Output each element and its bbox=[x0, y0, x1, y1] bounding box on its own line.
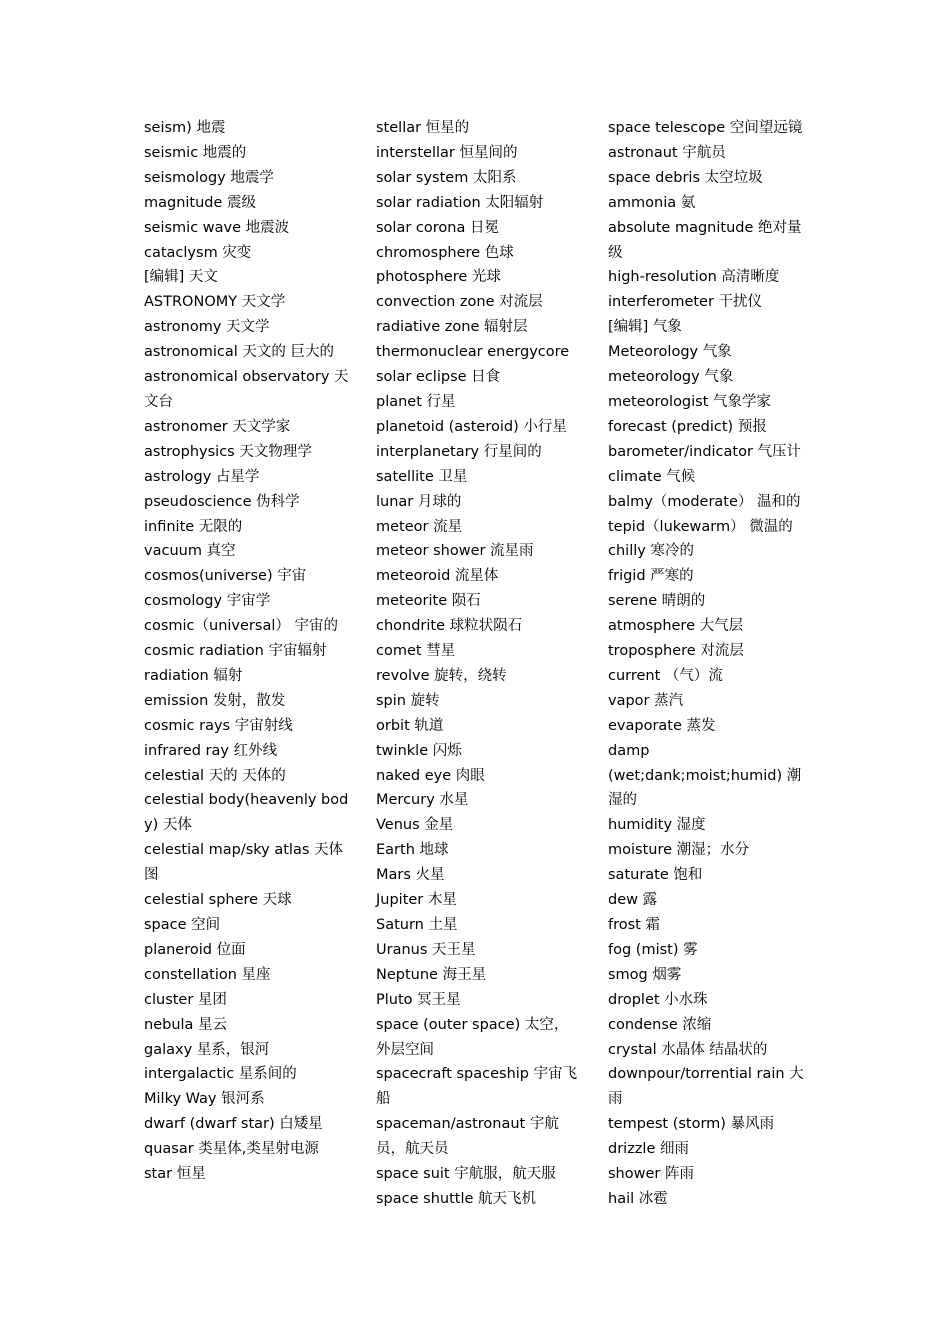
vocab-entry: celestial body(heavenly body) 天体 bbox=[144, 792, 349, 834]
vocab-entry: quasar 类星体,类星射电源 bbox=[144, 1141, 319, 1158]
vocab-entry: celestial 天的 天体的 bbox=[144, 767, 286, 784]
vocab-entry: astrophysics 天文物理学 bbox=[144, 443, 312, 460]
vocab-entry: infrared ray 红外线 bbox=[144, 742, 278, 759]
vocab-entry: nebula 星云 bbox=[144, 1016, 228, 1033]
vocab-entry: astronaut 宇航员 bbox=[608, 144, 726, 161]
vocab-entry: cosmos(universe) 宇宙 bbox=[144, 568, 307, 585]
vocab-entry: orbit 轨道 bbox=[376, 717, 444, 734]
vocab-entry: meteorologist 气象学家 bbox=[608, 393, 772, 410]
vocab-entry: Meteorology 气象 bbox=[608, 344, 732, 361]
vocab-entry: spacecraft spaceship 宇宙飞船 bbox=[376, 1066, 578, 1108]
vocab-entry: drizzle 细雨 bbox=[608, 1141, 689, 1158]
vocab-entry: spin 旋转 bbox=[376, 692, 440, 709]
vocab-entry: radiation 辐射 bbox=[144, 667, 243, 684]
vocab-entry: planeroid 位面 bbox=[144, 941, 246, 958]
vocab-entry: cosmic（universal） 宇宙的 bbox=[144, 618, 338, 635]
vocab-entry: seismic wave 地震波 bbox=[144, 219, 290, 236]
vocab-entry: saturate 饱和 bbox=[608, 867, 703, 884]
vocab-entry: celestial sphere 天球 bbox=[144, 892, 292, 909]
vocab-entry: frost 霜 bbox=[608, 917, 660, 933]
vocab-entry: vacuum 真空 bbox=[144, 543, 236, 560]
vocab-entry: tepid（lukewarm） 微温的 bbox=[608, 518, 793, 535]
vocab-entry: space shuttle 航天飞机 bbox=[376, 1190, 537, 1207]
vocab-entry: planet 行星 bbox=[376, 393, 456, 410]
vocab-entry: troposphere 对流层 bbox=[608, 643, 744, 660]
vocab-entry: pseudoscience 伪科学 bbox=[144, 493, 300, 510]
vocab-entry: [编辑] 气象 bbox=[608, 319, 682, 336]
vocab-entry: Neptune 海王星 bbox=[376, 966, 487, 983]
vocab-entry: downpour/torrential rain 大雨 bbox=[608, 1066, 804, 1108]
vocab-entry: twinkle 闪烁 bbox=[376, 742, 462, 759]
vocab-entry: cluster 星团 bbox=[144, 991, 227, 1008]
vocab-entry: satellite 卫星 bbox=[376, 468, 468, 485]
vocab-entry: intergalactic 星系间的 bbox=[144, 1066, 297, 1083]
vocab-entry: cosmic rays 宇宙射线 bbox=[144, 717, 293, 734]
vocab-entry: infinite 无限的 bbox=[144, 518, 243, 535]
vocab-entry: seismology 地震学 bbox=[144, 169, 274, 186]
vocab-entry: astrology 占星学 bbox=[144, 468, 260, 485]
vocab-entry: meteoroid 流星体 bbox=[376, 568, 499, 585]
vocab-entry: meteorology 气象 bbox=[608, 369, 734, 386]
vocab-entry: emission 发射，散发 bbox=[144, 692, 286, 709]
vocab-entry: seismic 地震的 bbox=[144, 144, 247, 161]
vocab-entry: climate 气候 bbox=[608, 468, 696, 485]
vocab-entry: tempest (storm) 暴风雨 bbox=[608, 1116, 775, 1133]
vocab-entry: meteor 流星 bbox=[376, 518, 463, 535]
vocab-entry: magnitude 震级 bbox=[144, 194, 257, 211]
vocab-entry: lunar 月球的 bbox=[376, 493, 462, 510]
vocab-entry: cosmology 宇宙学 bbox=[144, 593, 271, 610]
vocab-entry: [编辑] 天文 bbox=[144, 269, 218, 286]
vocab-entry: comet 彗星 bbox=[376, 643, 456, 660]
vocab-entry: solar corona 日冕 bbox=[376, 219, 499, 236]
vocab-entry: droplet 小水珠 bbox=[608, 991, 708, 1008]
vocab-entry: serene 晴朗的 bbox=[608, 593, 706, 610]
vocab-entry: space (outer space) 太空，外层空间 bbox=[376, 1016, 569, 1058]
vocab-entry: Uranus 天王星 bbox=[376, 941, 476, 958]
vocab-entry: absolute magnitude 绝对量级 bbox=[608, 219, 802, 261]
vocab-entry: galaxy 星系，银河 bbox=[144, 1041, 270, 1058]
vocab-entry: star 恒星 bbox=[144, 1166, 206, 1183]
vocab-entry: dew 露 bbox=[608, 892, 658, 909]
vocab-entry: solar radiation 太阳辐射 bbox=[376, 194, 544, 211]
vocab-entry: Saturn 土星 bbox=[376, 917, 458, 933]
vocab-entry: Mercury 水星 bbox=[376, 792, 469, 809]
vocab-entry: dwarf (dwarf star) 白矮星 bbox=[144, 1116, 323, 1133]
vocab-entry: planetoid (asteroid) 小行星 bbox=[376, 418, 567, 435]
vocab-entry: (wet;dank;moist;humid) 潮湿的 bbox=[608, 767, 802, 809]
vocab-entry: condense 浓缩 bbox=[608, 1016, 712, 1033]
vocab-entry: stellar 恒星的 bbox=[376, 120, 470, 136]
vocab-entry: Mars 火星 bbox=[376, 867, 445, 884]
vocab-entry: balmy（moderate） 温和的 bbox=[608, 493, 801, 510]
vocab-entry: space telescope 空间望远镜 bbox=[608, 120, 803, 136]
vocab-entry: celestial map/sky atlas 天体图 bbox=[144, 842, 344, 884]
vocab-entry: smog 烟雾 bbox=[608, 966, 682, 983]
vocab-entry: constellation 星座 bbox=[144, 966, 271, 983]
vocab-entry: convection zone 对流层 bbox=[376, 294, 543, 311]
vocab-entry: chilly 寒冷的 bbox=[608, 543, 694, 560]
vocab-entry: Milky Way 银河系 bbox=[144, 1091, 265, 1108]
vocab-entry: evaporate 蒸发 bbox=[608, 717, 716, 734]
vocab-entry: ASTRONOMY 天文学 bbox=[144, 294, 286, 311]
vocab-entry: frigid 严寒的 bbox=[608, 568, 694, 585]
vocab-entry: high-resolution 高清晰度 bbox=[608, 269, 780, 286]
vocab-entry: Venus 金星 bbox=[376, 817, 454, 834]
vocab-entry: solar eclipse 日食 bbox=[376, 369, 501, 386]
vocab-entry: space 空间 bbox=[144, 917, 221, 933]
column-3 bbox=[608, 116, 808, 1212]
vocab-entry: moisture 潮湿；水分 bbox=[608, 842, 750, 859]
vocab-entry: interferometer 干扰仪 bbox=[608, 294, 763, 311]
vocab-entry: damp bbox=[608, 742, 650, 759]
vocab-entry: current （气）流 bbox=[608, 667, 723, 684]
vocab-entry: crystal 水晶体 结晶状的 bbox=[608, 1041, 768, 1058]
vocab-entry: radiative zone 辐射层 bbox=[376, 319, 528, 336]
vocab-entry: solar system 太阳系 bbox=[376, 169, 517, 186]
vocab-entry: interplanetary 行星间的 bbox=[376, 443, 542, 460]
vocab-entry: interstellar 恒星间的 bbox=[376, 144, 518, 161]
vocab-entry: seism) 地震 bbox=[144, 120, 226, 136]
vocab-entry: astronomical observatory 天文台 bbox=[144, 369, 349, 410]
vocab-entry: space suit 宇航服，航天服 bbox=[376, 1166, 556, 1183]
vocab-entry: photosphere 光球 bbox=[376, 269, 501, 286]
vocab-entry: spaceman/astronaut 宇航员，航天员 bbox=[376, 1116, 559, 1158]
vocab-entry: cosmic radiation 宇宙辐射 bbox=[144, 643, 327, 660]
vocab-entry: barometer/indicator 气压计 bbox=[608, 443, 802, 460]
vocab-entry: astronomer 天文学家 bbox=[144, 418, 291, 435]
vocab-entry: Earth 地球 bbox=[376, 842, 449, 859]
vocab-entry: thermonuclear energycore bbox=[376, 344, 570, 361]
vocab-entry: shower 阵雨 bbox=[608, 1166, 694, 1183]
vocab-entry: cataclysm 灾变 bbox=[144, 244, 252, 261]
column-2 bbox=[376, 116, 582, 1212]
vocab-entry: humidity 湿度 bbox=[608, 817, 706, 834]
vocab-entry: astronomical 天文的 巨大的 bbox=[144, 344, 334, 361]
vocab-entry: chondrite 球粒状陨石 bbox=[376, 618, 523, 635]
vocab-entry: space debris 太空垃圾 bbox=[608, 169, 763, 186]
vocab-entry: atmosphere 大气层 bbox=[608, 618, 744, 635]
vocab-entry: Jupiter 木星 bbox=[376, 892, 457, 909]
vocab-entry: ammonia 氨 bbox=[608, 194, 696, 211]
vocab-entry: forecast (predict) 预报 bbox=[608, 418, 767, 435]
vocab-entry: astronomy 天文学 bbox=[144, 319, 270, 336]
vocab-entry: fog (mist) 雾 bbox=[608, 941, 698, 958]
vocab-entry: revolve 旋转，绕转 bbox=[376, 667, 507, 684]
column-1 bbox=[144, 116, 350, 1187]
vocab-entry: naked eye 肉眼 bbox=[376, 767, 485, 784]
vocab-entry: vapor 蒸汽 bbox=[608, 692, 684, 709]
vocab-entry: meteorite 陨石 bbox=[376, 593, 481, 610]
vocab-entry: meteor shower 流星雨 bbox=[376, 543, 534, 560]
vocab-entry: chromosphere 色球 bbox=[376, 244, 514, 261]
vocab-entry: Pluto 冥王星 bbox=[376, 991, 461, 1008]
vocab-entry: hail 冰雹 bbox=[608, 1190, 668, 1207]
